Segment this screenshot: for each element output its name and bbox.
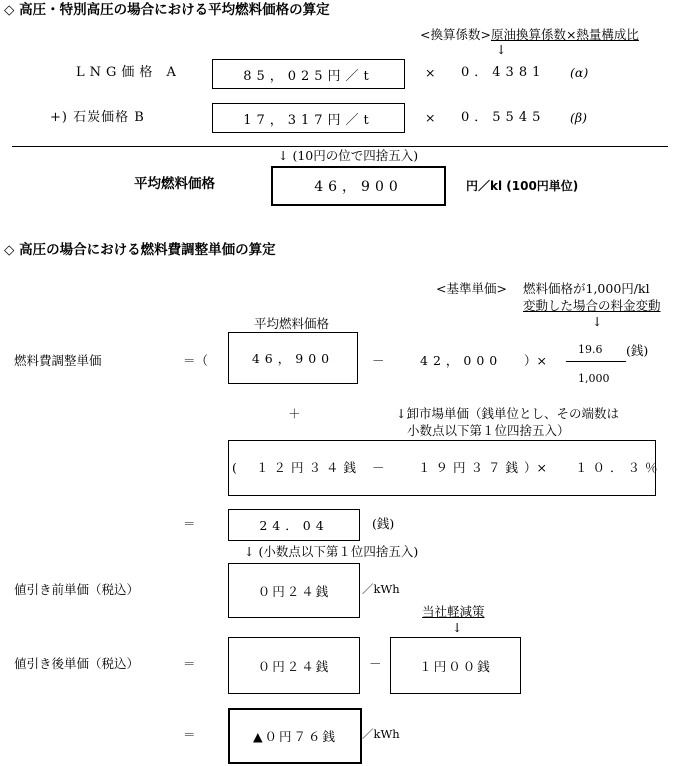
market-price-b: １９円３７銭 xyxy=(418,460,524,475)
beta-symbol: (β) xyxy=(570,110,587,125)
post-discount-price-label: 値引き後単価（税込） xyxy=(14,656,140,671)
alpha-symbol: (α) xyxy=(570,65,589,80)
sen-unit: (銭) xyxy=(626,343,649,358)
fraction-numerator: 19.6 xyxy=(578,343,603,356)
market-rate: １０．３％ xyxy=(575,460,663,475)
fraction-denominator: 1,000 xyxy=(578,372,610,385)
discount-amount-value: １円００銭 xyxy=(390,637,521,694)
section1-heading: ◇ 高圧・特別高圧の場合における平均燃料価格の算定 xyxy=(4,2,330,18)
final-per-kwh: ／kWh xyxy=(362,727,400,741)
lng-coefficient: 0．4381 xyxy=(461,65,546,80)
minus-sign: － xyxy=(372,353,385,368)
close-paren-times: ）× xyxy=(524,353,547,368)
post-discount-equals-sign: ＝ xyxy=(183,656,196,671)
coal-price-value: 17，317円／t xyxy=(212,103,405,133)
post-discount-base-value: ０円２４銭 xyxy=(228,637,360,694)
market-price-note-line1: ↓卸市場単価（銭単位とし、その端数は xyxy=(396,406,619,421)
equals-open-paren: ＝（ xyxy=(183,353,209,368)
pre-discount-price-label: 値引き前単価（税込） xyxy=(14,582,140,597)
market-open-paren: ( xyxy=(232,460,237,475)
base-price: 42，000 xyxy=(420,353,503,368)
final-equals-sign: ＝ xyxy=(183,727,196,742)
market-price-a: １２円３４銭 xyxy=(256,460,362,475)
section2-heading: ◇ 高圧の場合における燃料費調整単価の算定 xyxy=(4,242,276,258)
coal-price-label: +) 石炭価格 B xyxy=(50,110,145,125)
coefficient-arrow: ↓ xyxy=(496,42,507,57)
lng-price-label: LNG価格 A xyxy=(76,65,181,80)
discount-minus-sign: － xyxy=(369,656,382,671)
market-minus-sign: － xyxy=(372,460,385,475)
plus-sign: ＋ xyxy=(288,406,301,421)
fraction-bar xyxy=(566,361,626,362)
price-change-note-line2: 変動した場合の料金変動 xyxy=(523,298,661,313)
coal-coefficient: 0．5545 xyxy=(461,110,546,125)
price-change-note-line1: 燃料価格が1,000円/kl xyxy=(523,281,650,296)
lng-price-value: 85，025円／t xyxy=(212,59,405,89)
result-equals-sign: ＝ xyxy=(183,516,196,531)
lng-times-sign: × xyxy=(425,65,436,80)
average-fuel-price-unit: 円／kl (100円単位) xyxy=(466,179,579,193)
market-price-note-line2: 小数点以下第１位四捨五入） xyxy=(407,423,570,438)
relief-measure-arrow: ↓ xyxy=(452,620,463,635)
company-relief-measure-note: 当社軽減策 xyxy=(422,604,485,619)
rounding-note: ↓ (10円の位で四捨五入) xyxy=(278,148,419,163)
coal-times-sign: × xyxy=(425,110,436,125)
pre-discount-per-kwh: ／kWh xyxy=(362,582,400,596)
average-fuel-price-caption: 平均燃料価格 xyxy=(254,316,330,331)
decimal-rounding-note: ↓ (小数点以下第１位四捨五入) xyxy=(244,544,419,559)
final-unit-price-value: ▲０円７６銭 xyxy=(228,708,362,764)
fuel-adjustment-unit-price-label: 燃料費調整単価 xyxy=(14,353,102,368)
sum-divider-line xyxy=(12,146,668,147)
result-sen-unit: (銭) xyxy=(372,516,395,531)
market-close-paren-times: ）× xyxy=(524,460,547,475)
conversion-coefficient-note: <換算係数>原油換算係数×熱量構成比 xyxy=(420,27,639,42)
average-fuel-price-label: 平均燃料価格 xyxy=(134,176,215,192)
average-fuel-price-value: 46，900 xyxy=(271,166,446,206)
base-unit-price-note: <基準単価> xyxy=(436,281,507,296)
pre-discount-price-value: ０円２４銭 xyxy=(228,563,360,618)
adjustment-result-box: 24．04 xyxy=(228,509,360,541)
price-change-arrow: ↓ xyxy=(592,314,603,329)
average-fuel-price-box: 46，900 xyxy=(228,332,358,384)
